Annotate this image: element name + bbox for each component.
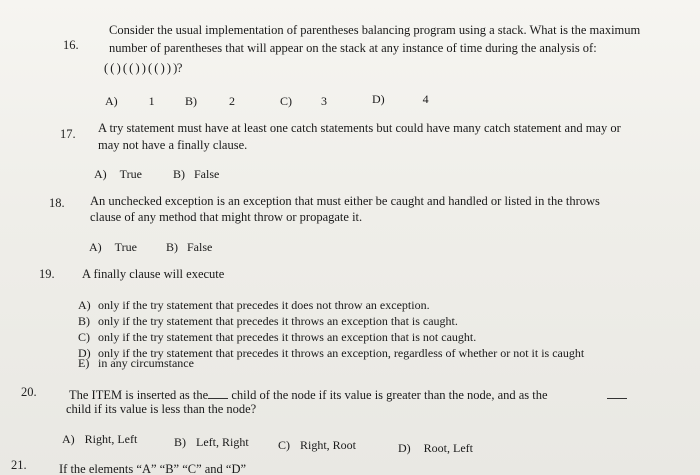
option-text: False [194, 167, 220, 181]
question-20-text-part1: The ITEM is inserted as the [69, 388, 209, 402]
question-20-text-part2: child of the node if its value is greater than the node, and as the [231, 388, 548, 402]
option-label: B) [185, 94, 197, 108]
option-label: A) [62, 432, 75, 446]
option-text: in any circumstance [98, 356, 194, 370]
question-16-number: 16. [63, 38, 79, 52]
option-text: Right, Root [300, 438, 357, 452]
question-17-option-b[interactable] [173, 167, 219, 182]
question-16-text-line2: number of parentheses that will appear on the stack at any instance of time during the analysis of: [109, 41, 597, 55]
option-text: True [119, 167, 142, 181]
option-text: Root, Left [423, 441, 473, 455]
option-text: only if the try statement that precedes it does not throw an exception. [98, 298, 430, 312]
option-label: C) [78, 330, 90, 344]
question-17-number: 17. [60, 127, 76, 141]
option-text: 2 [229, 94, 235, 108]
question-19-option-e[interactable] [78, 356, 194, 371]
question-18-number: 18. [49, 196, 65, 210]
option-label: D) [78, 346, 91, 360]
question-17-option-a[interactable] [94, 167, 142, 182]
question-19-option-a[interactable] [78, 298, 430, 313]
question-18-option-b[interactable] [166, 240, 212, 255]
question-18-option-a[interactable] [89, 240, 137, 255]
question-16-option-a[interactable] [105, 94, 155, 109]
question-18-text-line1: An unchecked exception is an exception that must either be caught and handled or listed in the throws [90, 194, 600, 208]
question-20-option-d[interactable] [398, 441, 473, 456]
question-19-option-b[interactable] [78, 314, 458, 329]
question-19-text-line1: A finally clause will execute [82, 267, 225, 281]
question-16-option-b[interactable] [185, 94, 235, 109]
option-text: only if the try statement that precedes it throws an exception, regardless of whether or not it is caught [98, 346, 585, 360]
option-text: 4 [422, 92, 429, 106]
option-text: only if the try statement that precedes it throws an exception that is caught. [98, 314, 458, 328]
option-text: 3 [321, 94, 327, 108]
answer-blank-1[interactable] [208, 388, 228, 399]
option-text: Right, Left [84, 432, 138, 446]
option-label: E) [78, 356, 90, 370]
option-text: True [114, 240, 137, 254]
question-19-option-c[interactable] [78, 330, 476, 345]
option-text: only if the try statement that precedes it throws an exception that is not caught. [98, 330, 477, 344]
question-19-number: 19. [39, 267, 55, 281]
option-text: False [187, 240, 213, 254]
answer-blank-2[interactable] [607, 398, 627, 399]
option-label: C) [278, 438, 290, 452]
option-label: B) [174, 435, 186, 449]
question-20-text-line1 [69, 388, 548, 403]
question-21-text-line1: If the elements “A” “B” “C” and “D” [59, 462, 247, 475]
question-20-option-a[interactable] [62, 432, 137, 447]
question-20-option-c[interactable] [278, 438, 356, 453]
option-text: Left, Right [196, 435, 249, 449]
question-21-number: 21. [11, 458, 27, 472]
question-17-text-line1: A try statement must have at least one catch statements but could have many catch statement and may or [98, 121, 621, 135]
question-16-text-line1: Consider the usual implementation of parentheses balancing program using a stack. What is the maximum [109, 23, 641, 37]
option-label: B) [166, 240, 178, 254]
option-label: A) [78, 298, 91, 312]
question-16-option-c[interactable] [280, 94, 327, 109]
option-label: D) [372, 92, 385, 106]
option-label: A) [94, 167, 107, 181]
option-text: 1 [148, 94, 155, 108]
option-label: B) [173, 167, 185, 181]
question-20-number: 20. [21, 385, 37, 399]
question-18-text-line2: clause of any method that might throw or propagate it. [90, 210, 363, 224]
option-label: D) [398, 441, 411, 455]
option-label: A) [89, 240, 102, 254]
question-17-text-line2: may not have a finally clause. [98, 138, 248, 152]
option-label: C) [280, 94, 292, 108]
option-label: B) [78, 314, 90, 328]
option-label: A) [105, 94, 118, 108]
question-20-text-line2: child if its value is less than the node? [66, 402, 257, 416]
question-16-expression: ( ( ) ( ( ) ) ( ( ) ) )? [104, 61, 182, 75]
question-16-option-d[interactable] [372, 92, 429, 107]
question-20-option-b[interactable] [174, 435, 249, 450]
